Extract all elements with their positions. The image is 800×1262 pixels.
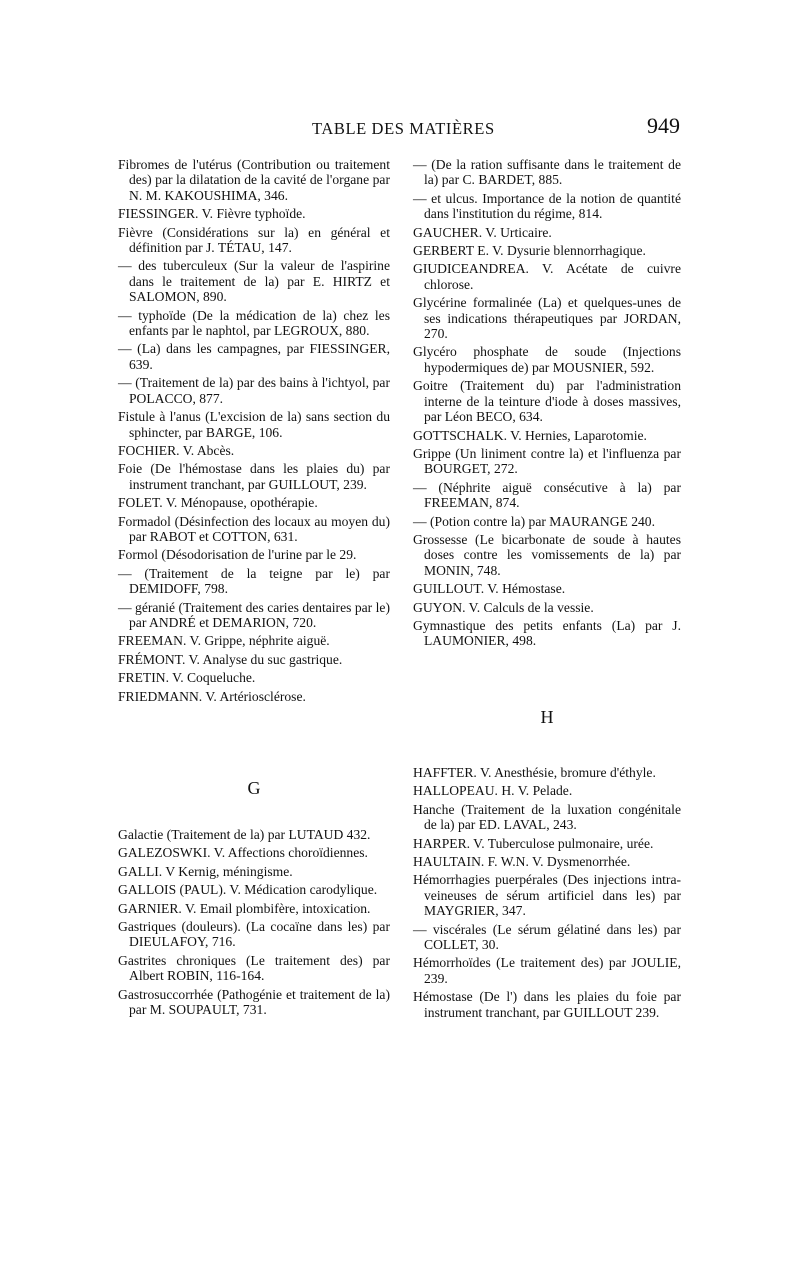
index-entry: — (Traitement de la teigne par le) par DEMIDOFF, 798. — [118, 565, 390, 597]
right-column-top — [413, 157, 681, 652]
section-heading-g: G — [247, 778, 261, 798]
index-entry: — et ulcus. Importance de la notion de quantité dans l'institution du régime, 814. — [413, 190, 681, 222]
index-entry: HALLOPEAU. H. V. Pelade. — [413, 783, 573, 799]
index-entry: Gastriques (douleurs). (La cocaïne dans les) par DIEULAFOY, 716. — [118, 919, 390, 950]
index-entry: FREEMAN. V. Grippe, néphrite aiguë. — [118, 633, 330, 649]
index-entry: FRIEDMANN. V. Artériosclérose. — [118, 688, 306, 704]
index-entry: — typhoïde (De la médication de la) chez les enfants par le naphtol, par LEGROUX, 880. — [118, 307, 390, 339]
index-entry: FOLET. V. Ménopause, opothérapie. — [118, 495, 318, 511]
index-entry: GALLI. V Kernig, méningisme. — [118, 863, 293, 879]
index-entry: Grippe (Un liniment contre la) et l'influenza par BOURGET, 272. — [413, 445, 681, 477]
index-entry: GIUDICEANDREA. V. Acétate de cuivre chlorose. — [413, 261, 681, 292]
index-entry: — (Potion contre la) par MAURANGE 240. — [413, 513, 656, 529]
index-entry: Galactie (Traitement de la) par LUTAUD 432. — [118, 827, 371, 842]
index-entry: GUYON. V. Calculs de la vessie. — [413, 599, 594, 615]
index-entry: Foie (De l'hémostase dans les plaies du) par instrument tranchant, par GUILLOUT, 239. — [118, 461, 390, 492]
index-entry: GOTTSCHALK. V. Hernies, Laparotomie. — [413, 427, 647, 443]
index-entry: — des tuberculeux (Sur la valeur de l'aspirine dans le traitement de la) par E. HIRTZ et SALOMON, 890. — [118, 258, 390, 305]
index-entry: HAULTAIN. F. W.N. V. Dysmenorrhée. — [413, 854, 631, 870]
left-column-top — [118, 157, 390, 707]
index-entry: FRETIN. V. Coqueluche. — [118, 670, 256, 686]
index-entry: FOCHIER. V. Abcès. — [118, 442, 235, 458]
page-number: 949 — [647, 113, 680, 138]
page-header — [118, 113, 680, 141]
index-entry: HARPER. V. Tuberculose pulmonaire, urée. — [413, 835, 654, 851]
section-heading-h: H — [540, 707, 554, 727]
index-entry: GUILLOUT. V. Hémostase. — [413, 581, 566, 597]
index-entry: Gastrosuccorrhée (Pathogénie et traitement de la) par M. SOUPAULT, 731. — [118, 986, 390, 1018]
running-title: TABLE DES MATIÈRES — [312, 119, 495, 138]
index-entry: GERBERT E. V. Dysurie blennorrhagique. — [413, 243, 646, 259]
index-entry: GALLOIS (PAUL). V. Médication carodylique. — [118, 882, 378, 898]
index-entry: Hémorrhoïdes (Le traitement des) par JOULIE, 239. — [413, 955, 681, 986]
index-entry: Fièvre (Considérations sur la) en général et définition par J. TÉTAU, 147. — [118, 224, 390, 256]
index-entry: Formadol (Désinfection des locaux au moyen du) par RABOT et COTTON, 631. — [118, 513, 390, 544]
index-entry: Hanche (Traitement de la luxation congénitale de la) par ED. LAVAL, 243. — [413, 801, 681, 833]
index-entry: HAFFTER. V. Anesthésie, bromure d'éthyle. — [413, 765, 656, 780]
index-entry: Hémostase (De l') dans les plaies du foie par instrument tranchant, par GUILLOUT 239. — [413, 989, 681, 1020]
left-column-bottom — [118, 827, 390, 1020]
index-entry: — (De la ration suffisante dans le traitement de la) par C. BARDET, 885. — [413, 157, 681, 188]
index-entry: — (La) dans les campagnes, par FIESSINGER, 639. — [118, 341, 390, 372]
index-entry: GALEZOSWKI. V. Affections choroïdiennes. — [118, 845, 368, 861]
index-entry: Glycéro phosphate de soude (Injections hypodermiques de) par MOUSNIER, 592. — [413, 344, 681, 375]
index-entry: Fibromes de l'utérus (Contribution ou traitement des) par la dilatation de la cavité de l'organe par N. M. KAKOUSHIMA, 346. — [118, 157, 390, 203]
index-entry: FRÉMONT. V. Analyse du suc gastrique. — [118, 651, 343, 667]
right-column-bottom — [413, 765, 681, 1023]
index-entry: Grossesse (Le bicarbonate de soude à hautes doses contre les vomissements de la) par MONIN, 748. — [413, 531, 681, 578]
index-entry: — géranié (Traitement des caries dentaires par le) par ANDRÉ et DEMARION, 720. — [118, 599, 390, 630]
index-entry: Formol (Désodorisation de l'urine par le 29. — [118, 547, 357, 563]
index-entry: — (Néphrite aiguë consécutive à la) par FREEMAN, 874. — [413, 479, 681, 511]
index-entry: — viscérales (Le sérum gélatiné dans les) par COLLET, 30. — [413, 921, 681, 953]
index-entry: FIESSINGER. V. Fièvre typhoïde. — [118, 206, 306, 222]
index-entry: — (Traitement de la) par des bains à l'ichtyol, par POLACCO, 877. — [118, 375, 390, 406]
index-entry: Fistule à l'anus (L'excision de la) sans section du sphincter, par BARGE, 106. — [118, 409, 390, 440]
index-entry: GAUCHER. V. Urticaire. — [413, 224, 552, 240]
index-entry: Hémorrhagies puerpérales (Des injections intra-veineuses de sérum artificiel dans les) par MAYGRIER, 347. — [413, 872, 681, 919]
index-entry: Gastrites chroniques (Le traitement des) par Albert ROBIN, 116-164. — [118, 952, 390, 984]
index-entry: GARNIER. V. Email plombifère, intoxication. — [118, 900, 371, 916]
index-entry: Goitre (Traitement du) par l'administration interne de la teinture d'iode à doses massives, par Léon BECO, 634. — [413, 378, 681, 425]
index-entry: Glycérine formalinée (La) et quelques-unes de ses indications thérapeutiques par JORDAN, 270. — [413, 295, 681, 342]
index-entry: Gymnastique des petits enfants (La) par J. LAUMONIER, 498. — [413, 617, 681, 649]
